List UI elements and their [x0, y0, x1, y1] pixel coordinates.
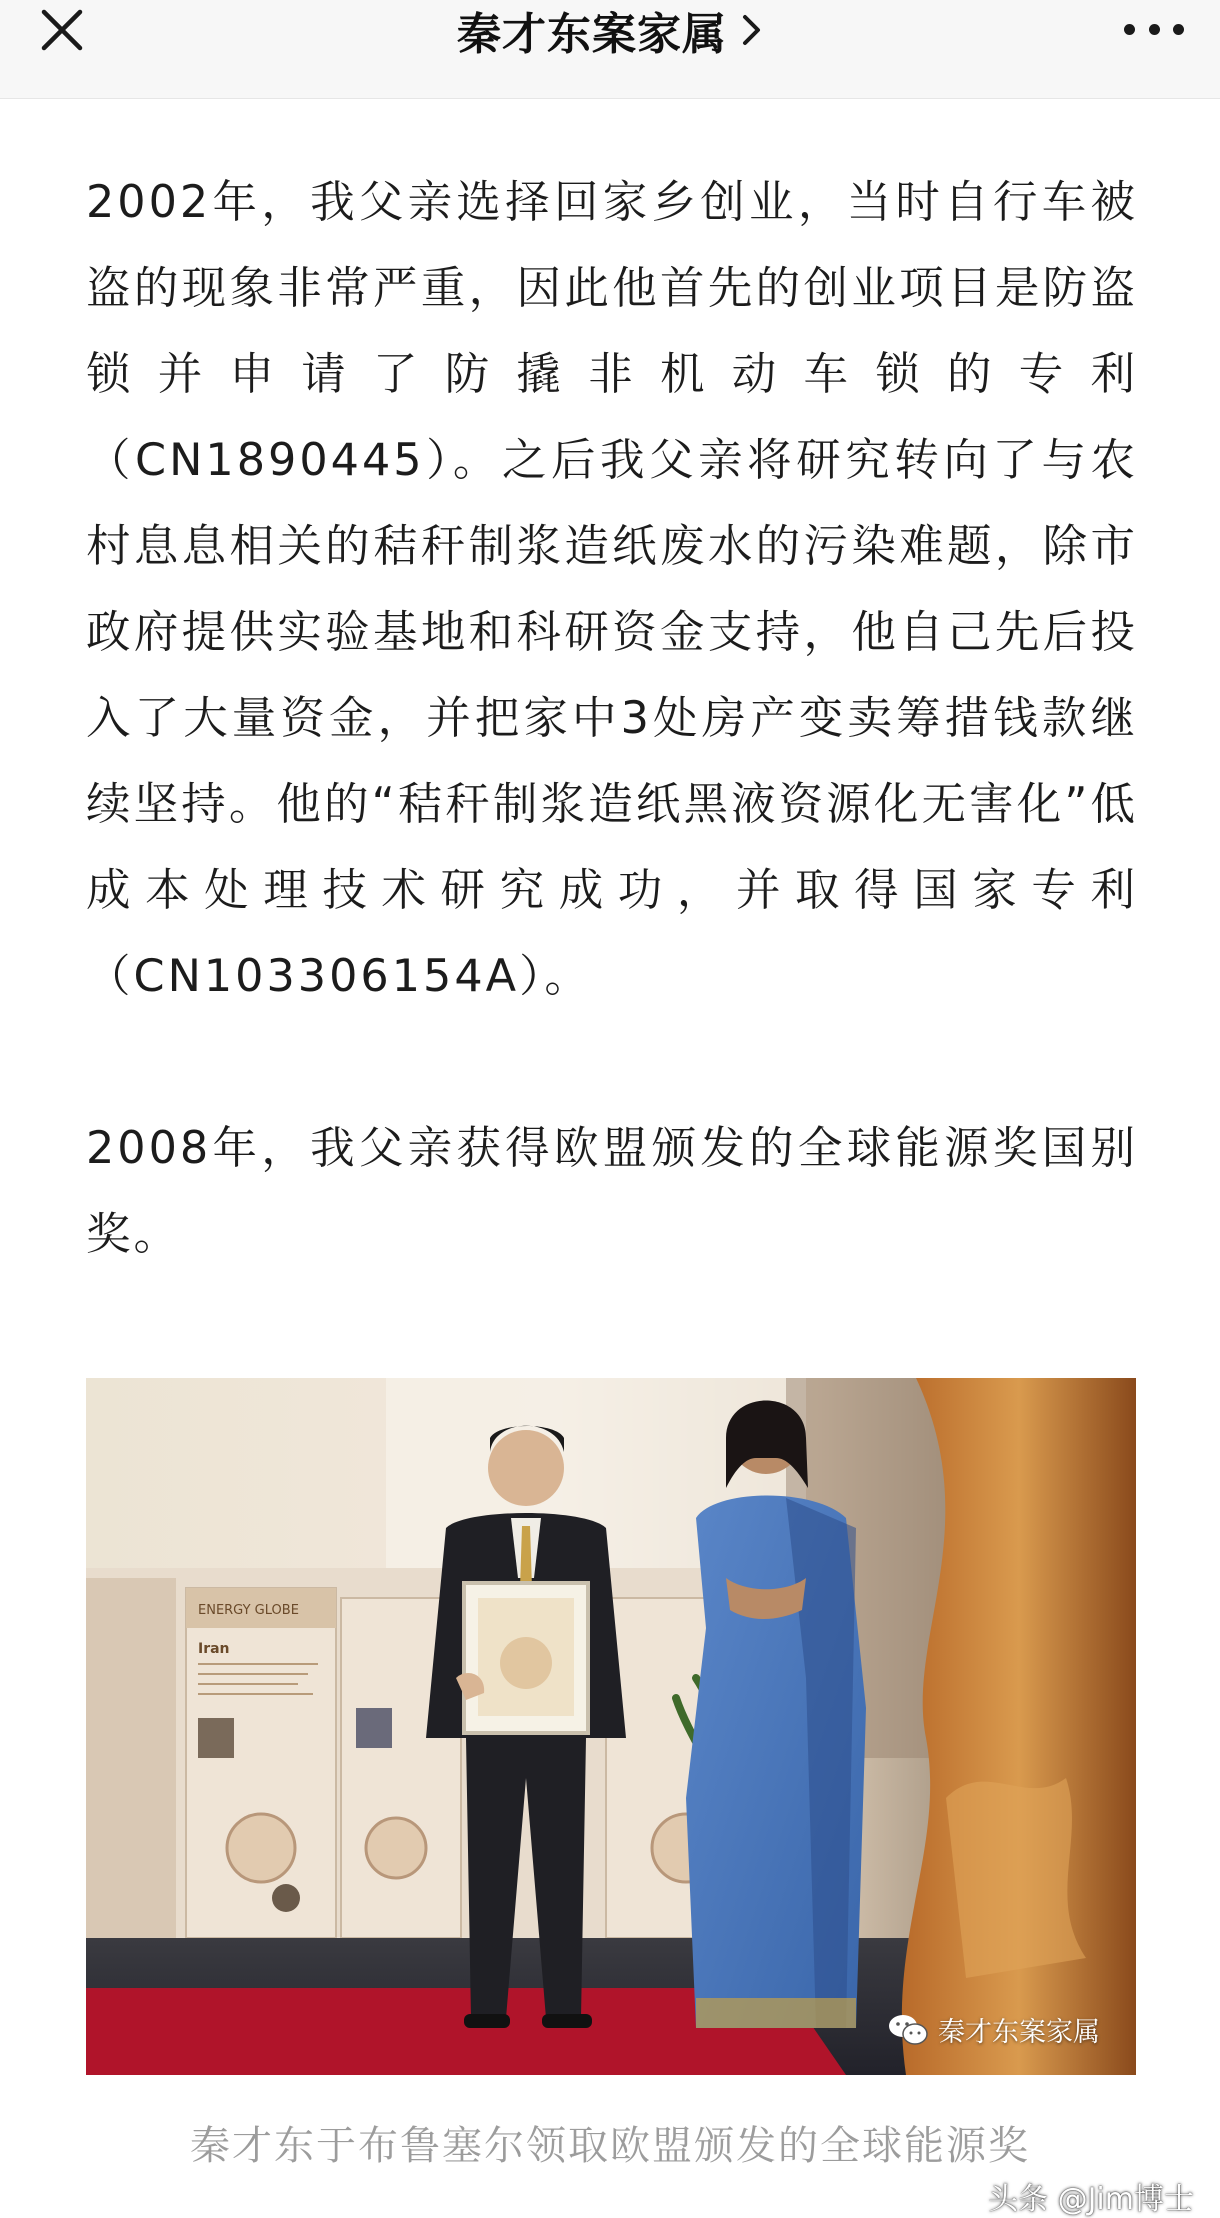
- more-dots-icon: [1149, 24, 1160, 35]
- award-ceremony-image: [86, 1378, 1136, 2075]
- page-title: 秦才东案家属: [457, 9, 727, 60]
- close-icon: [36, 4, 88, 56]
- top-bar: [0, 0, 1220, 99]
- source-watermark: 头条 @Jim博士: [988, 2182, 1194, 2217]
- award-photo[interactable]: [86, 1378, 1136, 2075]
- panel-heading: ENERGY GLOBE: [198, 1603, 299, 1618]
- certificate-frame: [464, 1583, 588, 1733]
- photo-watermark: [888, 2010, 1100, 2049]
- article-paragraph: 2008年，我父亲获得欧盟颁发的全球能源奖国别奖。: [86, 1123, 1138, 1260]
- more-options-button[interactable]: [1124, 14, 1184, 44]
- account-title-link[interactable]: [457, 0, 763, 62]
- watermark-text: 秦才东案家属: [938, 2017, 1100, 2048]
- more-dots-icon: [1173, 24, 1184, 35]
- more-dots-icon: [1124, 24, 1135, 35]
- panel-country: Iran: [198, 1641, 230, 1657]
- close-button[interactable]: [36, 4, 88, 56]
- photo-caption: 秦才东于布鲁塞尔领取欧盟颁发的全球能源奖: [190, 2123, 1030, 2169]
- wechat-icon: [888, 2013, 928, 2047]
- article-body: [86, 160, 1138, 1278]
- article-paragraph: 2002年，我父亲选择回家乡创业，当时自行车被盗的现象非常严重，因此他首先的创业项目是防盗锁并申请了防撬非机动车锁的专利（CN1890445）。之后我父亲将研究转向了与农村息息相关的秸秆制浆造纸废水的污染难题，除市政府提供实验基地和科研资金支持，他自己先后投入了大量资金，并把家中3处房产变卖筹措钱款继续坚持。他的“秸秆制浆造纸黑液资源化无害化”低成本处理技术研究成功，并取得国家专利（CN103306154A）。: [86, 177, 1138, 1002]
- chevron-right-icon: [741, 13, 763, 47]
